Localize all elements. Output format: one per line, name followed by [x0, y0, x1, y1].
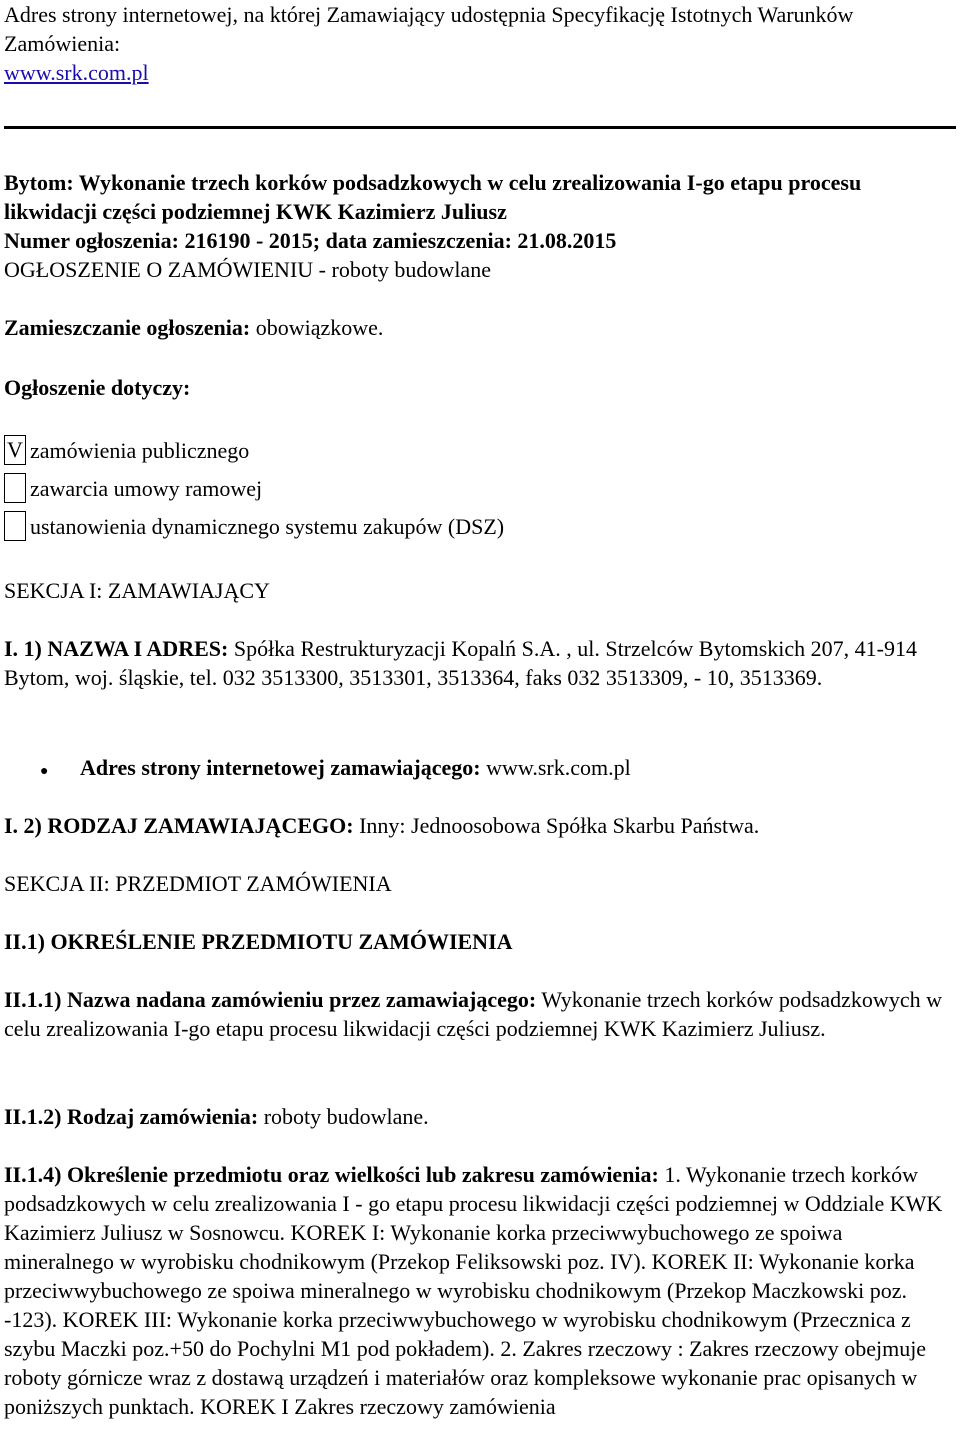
contract-kind-value: roboty budowlane.: [263, 1104, 429, 1129]
contract-scope: [4, 1160, 954, 1421]
authority-website-link[interactable]: www.srk.com.pl: [486, 755, 631, 780]
name-label: I. 1) NAZWA I ADRES:: [4, 636, 229, 661]
section1-heading: SEKCJA I: ZAMAWIAJĄCY: [4, 578, 270, 603]
posting-label: Zamieszczanie ogłoszenia:: [4, 315, 251, 340]
checkbox-empty-icon: [4, 511, 26, 541]
notice-title: Bytom: Wykonanie trzech korków podsadzkowych w celu zrealizowania I-go etapu procesu likwidacji części podziemnej KWK Kazimierz Juliusz: [4, 170, 862, 224]
contract-name-value: Wykonanie trzech korków podsadzkowych w celu zrealizowania I-go etapu procesu likwidacji części podziemnej KWK Kazimierz Juliusz.: [4, 987, 942, 1041]
type-label: I. 2) RODZAJ ZAMAWIAJĄCEGO:: [4, 813, 354, 838]
checkbox-empty-icon: [4, 473, 26, 503]
concerns-label: Ogłoszenie dotyczy:: [4, 375, 191, 400]
contract-scope-value: 1. Wykonanie trzech korków podsadzkowych w celu zrealizowania I - go etapu procesu likwidacji części podziemnej w Oddziale KWK Kazimierz Juliusz w Sosnowcu. KOREK I: Wykonanie korka przeciwwybuchowego ze spoiwa mineralnego w wyrobisku chodnikowym (Przekop Feliksowski poz. IV). KOREK II: Wykonanie korka przeciwwybuchowego ze spoiwa mineralnego w wyrobisku chodnikowym (Przekop Maczkowski poz. -123). KOREK III: Wykonanie korka przeciwwybuchowego w wyrobisku chodnikowym (Przecznica z szybu Maczki poz.+50 do Pochylni M1 pod pokładem). 2. Zakres rzeczowy : Zakres rzeczowy obejmuje roboty górnicze wraz z dostawą urządzeń i materiałów oraz kompleksowe wykonanie prac opisanych w poniższych punktach. KOREK I Zakres rzeczowy zamówienia: [4, 1162, 943, 1419]
contract-kind: [4, 1102, 954, 1131]
website-label: Adres strony internetowej zamawiającego:: [80, 755, 481, 780]
contract-scope-label: II.1.4) Określenie przedmiotu oraz wielkości lub zakresu zamówienia:: [4, 1162, 659, 1187]
option-label: zamówienia publicznego: [30, 437, 250, 463]
bullet-icon: ●: [40, 764, 49, 779]
option-dynamic-system: [4, 509, 504, 543]
section2-subheading: II.1) OKREŚLENIE PRZEDMIOTU ZAMÓWIENIA: [4, 929, 513, 954]
name-value: Spółka Restrukturyzacji Kopalń S.A. , ul. Strzelców Bytomskich 207, 41-914 Bytom, woj. śląskie, tel. 032 3513300, 3513301, 3513364, faks 032 3513309, - 10, 3513369.: [4, 636, 917, 690]
contract-name: [4, 985, 954, 1043]
type-value: Inny: Jednoosobowa Spółka Skarbu Państwa.: [359, 813, 760, 838]
siwz-website-link[interactable]: www.srk.com.pl: [4, 60, 149, 85]
contract-name-label: II.1.1) Nazwa nadana zamówieniu przez zamawiającego:: [4, 987, 537, 1012]
website-bullet: [40, 753, 631, 786]
contract-kind-label: II.1.2) Rodzaj zamówienia:: [4, 1104, 259, 1129]
posting-value: obowiązkowe.: [255, 315, 384, 340]
intro-text: Adres strony internetowej, na której Zamawiający udostępnia Specyfikację Istotnych Warunków Zamówienia: www.srk.com.pl: [4, 2, 854, 85]
checkbox-checked-icon: V: [4, 435, 26, 465]
contracting-authority-name: [4, 634, 954, 692]
horizontal-rule: [4, 126, 956, 129]
option-public-procurement: [4, 433, 249, 467]
notice-type: OGŁOSZENIE O ZAMÓWIENIU - roboty budowlane: [4, 257, 491, 282]
notice-number-date: Numer ogłoszenia: 216190 - 2015; data zamieszczenia: 21.08.2015: [4, 228, 617, 253]
option-label: zawarcia umowy ramowej: [30, 475, 263, 501]
posting-line: [4, 313, 954, 342]
section2-heading: SEKCJA II: PRZEDMIOT ZAMÓWIENIA: [4, 871, 392, 896]
option-label: ustanowienia dynamicznego systemu zakupów (DSZ): [30, 513, 505, 539]
contracting-authority-type: [4, 811, 954, 840]
option-framework-agreement: [4, 471, 262, 505]
